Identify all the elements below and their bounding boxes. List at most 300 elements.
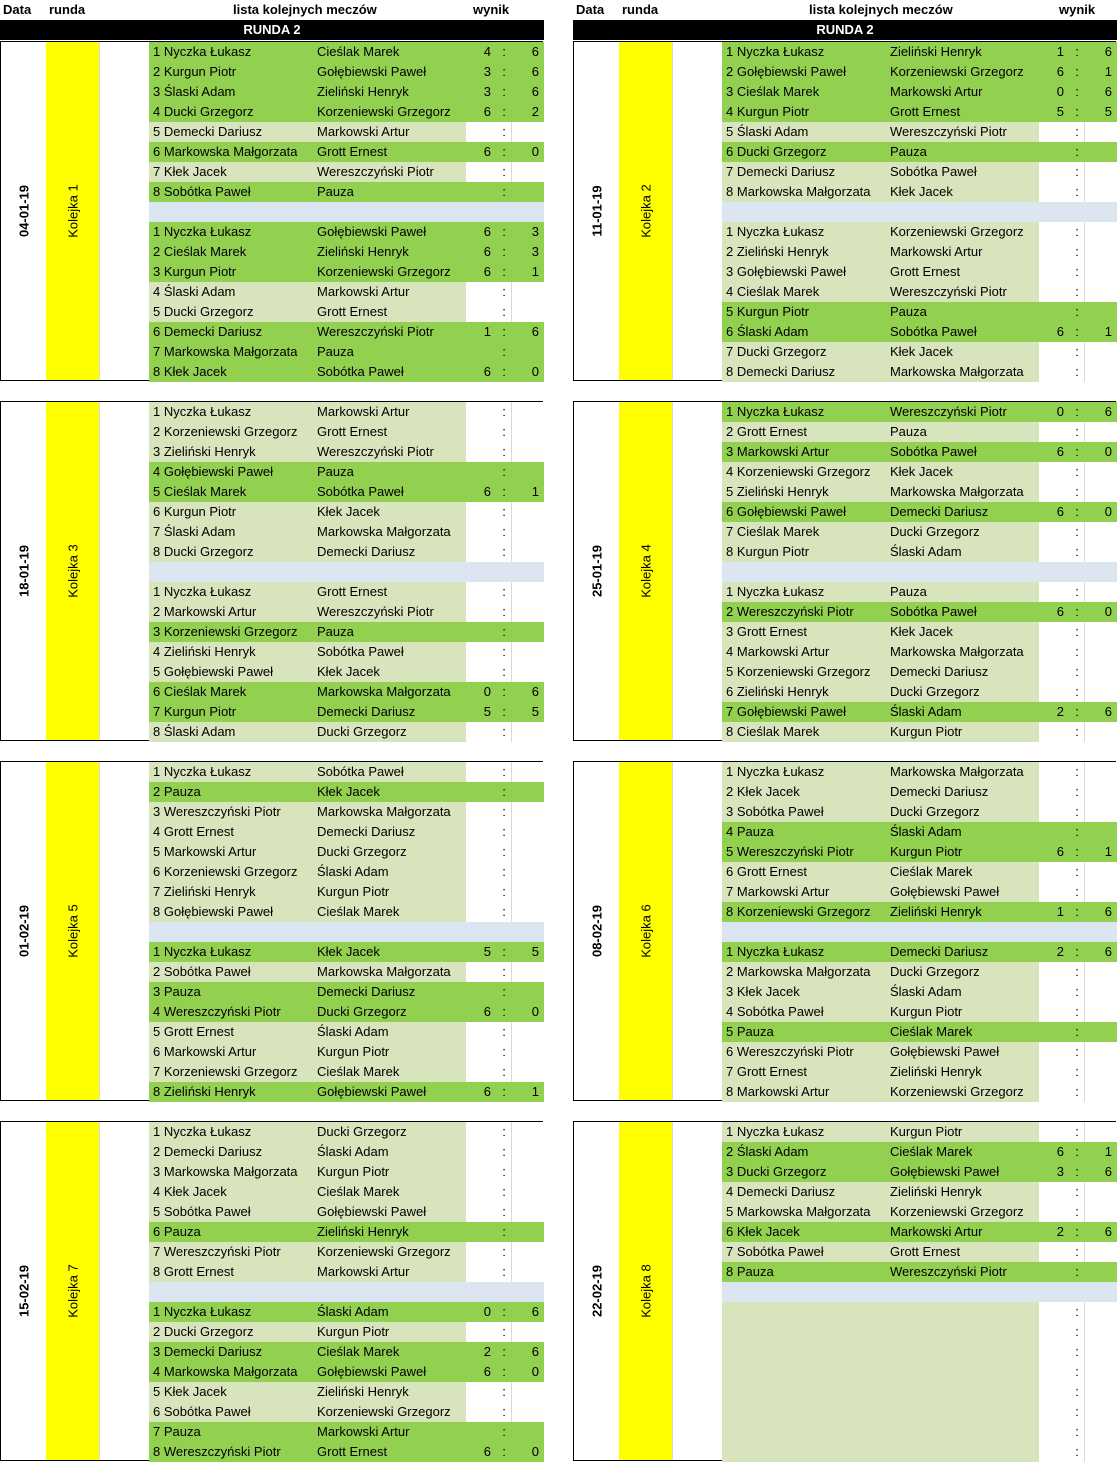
match-player-away: Kłek Jacek — [890, 184, 953, 199]
match-number: 6 — [726, 1224, 734, 1239]
match-number: 5 — [726, 484, 734, 499]
match-number: 4 — [153, 1364, 161, 1379]
score-separator: : — [1075, 804, 1079, 819]
score-home[interactable]: 4 — [483, 44, 491, 59]
match-number: 5 — [153, 844, 161, 859]
match-player-away: Sobótka Paweł — [890, 164, 977, 179]
match-row — [149, 962, 544, 982]
score-home[interactable]: 6 — [483, 104, 491, 119]
score-away[interactable]: 6 — [1104, 404, 1112, 419]
score-away[interactable]: 1 — [531, 1084, 539, 1099]
match-row — [149, 542, 544, 562]
match-row — [722, 1042, 1117, 1062]
match-player-home — [726, 82, 819, 102]
player-home-name: Markowski Artur — [736, 644, 830, 659]
score-separator: : — [1075, 344, 1079, 359]
player-home-name: Markowski Artur — [736, 884, 830, 899]
score-home[interactable]: 6 — [1056, 504, 1064, 519]
match-player-home — [153, 1442, 281, 1462]
match-number: 7 — [726, 1064, 734, 1079]
score-home[interactable]: 2 — [1056, 704, 1064, 719]
score-cell-divider — [511, 602, 512, 622]
match-player-home — [726, 142, 826, 162]
player-home-name: Cieślak Marek — [163, 484, 247, 499]
match-number: 3 — [153, 1344, 161, 1359]
score-away[interactable]: 3 — [531, 224, 539, 239]
score-away[interactable]: 6 — [531, 64, 539, 79]
match-number: 8 — [726, 1084, 734, 1099]
player-home-name: Korzeniewski Grzegorz — [163, 1064, 298, 1079]
score-home[interactable]: 3 — [483, 84, 491, 99]
match-player-away: Grott Ernest — [890, 104, 961, 119]
match-player-home — [726, 62, 846, 82]
score-separator: : — [502, 844, 506, 859]
match-player-home — [153, 162, 227, 182]
score-home[interactable]: 2 — [483, 1344, 491, 1359]
match-number: 4 — [153, 104, 161, 119]
match-row — [149, 1082, 544, 1102]
match-player-away: Markowski Artur — [317, 284, 410, 299]
score-home[interactable]: 6 — [483, 364, 491, 379]
match-number: 1 — [153, 1124, 161, 1139]
match-number: 1 — [726, 944, 734, 959]
match-number: 4 — [726, 644, 734, 659]
score-away[interactable]: 0 — [531, 1364, 539, 1379]
match-player-away: Pauza — [317, 344, 354, 359]
player-home-name: Zieliński Henryk — [163, 1084, 256, 1099]
score-cell-divider — [511, 162, 512, 182]
score-away[interactable]: 3 — [531, 244, 539, 259]
round-label-cell — [46, 1122, 99, 1460]
match-player-away: Ślaski Adam — [317, 1144, 389, 1159]
match-player-home — [726, 342, 826, 362]
score-separator: : — [1075, 724, 1079, 739]
match-player-away: Cieślak Marek — [317, 1184, 400, 1199]
match-player-home — [726, 1062, 807, 1082]
score-home[interactable]: 6 — [1056, 324, 1064, 339]
score-separator: : — [502, 464, 506, 479]
round-separator — [722, 562, 1117, 582]
score-cell-divider — [511, 282, 512, 302]
score-home[interactable]: 6 — [1056, 444, 1064, 459]
score-separator: : — [1075, 504, 1079, 519]
score-separator: : — [1075, 1004, 1079, 1019]
match-player-home — [726, 942, 824, 962]
score-separator: : — [502, 664, 506, 679]
match-player-home — [153, 142, 298, 162]
score-cell-divider — [1084, 1442, 1085, 1462]
score-away[interactable]: 6 — [1104, 1164, 1112, 1179]
score-separator: : — [1075, 364, 1079, 379]
match-player-home — [726, 102, 809, 122]
player-home-name: Markowski Artur — [163, 1044, 257, 1059]
match-player-home — [153, 1342, 262, 1362]
score-separator: : — [1075, 1204, 1079, 1219]
round-block — [573, 41, 1116, 381]
match-row — [149, 902, 544, 922]
player-home-name: Kurgun Piotr — [163, 264, 237, 279]
score-away[interactable]: 1 — [1104, 324, 1112, 339]
match-row — [722, 942, 1117, 962]
match-number: 3 — [153, 804, 161, 819]
match-row — [722, 342, 1117, 362]
match-number: 5 — [726, 844, 734, 859]
match-player-home — [153, 542, 253, 562]
match-player-away: Pauza — [317, 184, 354, 199]
match-player-home — [153, 1222, 201, 1242]
score-home[interactable]: 0 — [483, 1304, 491, 1319]
score-home[interactable]: 1 — [1056, 904, 1064, 919]
score-home[interactable]: 0 — [483, 684, 491, 699]
score-away[interactable]: 1 — [1104, 1144, 1112, 1159]
score-separator: : — [502, 684, 506, 699]
score-home[interactable]: 5 — [483, 704, 491, 719]
score-home[interactable]: 3 — [483, 64, 491, 79]
match-number: 5 — [726, 664, 734, 679]
player-home-name: Kurgun Piotr — [163, 504, 237, 519]
match-row — [149, 442, 544, 462]
match-row — [149, 82, 544, 102]
match-number: 8 — [153, 1084, 161, 1099]
match-player-away: Zieliński Henryk — [890, 1064, 982, 1079]
match-number: 4 — [726, 1184, 734, 1199]
score-home[interactable]: 6 — [483, 144, 491, 159]
match-player-away: Markowski Artur — [890, 1224, 983, 1239]
match-row — [149, 1242, 544, 1262]
score-away[interactable]: 0 — [1104, 504, 1112, 519]
score-home[interactable]: 6 — [483, 1084, 491, 1099]
score-home[interactable]: 1 — [1056, 44, 1064, 59]
score-separator: : — [502, 1224, 506, 1239]
match-row — [722, 902, 1117, 922]
match-row — [149, 1442, 544, 1462]
match-player-home — [153, 702, 236, 722]
score-separator: : — [1075, 464, 1079, 479]
match-row — [149, 102, 544, 122]
match-row — [722, 882, 1117, 902]
player-home-name: Kłek Jacek — [163, 1184, 227, 1199]
score-separator: : — [502, 1064, 506, 1079]
score-away[interactable]: 6 — [1104, 904, 1112, 919]
score-cell-divider — [1084, 1202, 1085, 1222]
score-separator: : — [502, 524, 506, 539]
score-away[interactable]: 6 — [1104, 704, 1112, 719]
match-player-away: Pauza — [890, 584, 927, 599]
score-home[interactable]: 6 — [1056, 1144, 1064, 1159]
match-player-away: Markowski Artur — [317, 1424, 410, 1439]
score-away[interactable]: 6 — [1104, 44, 1112, 59]
score-separator: : — [1075, 1044, 1079, 1059]
score-cell-divider — [1084, 802, 1085, 822]
score-home[interactable]: 1 — [483, 324, 491, 339]
match-number: 7 — [153, 704, 161, 719]
score-away[interactable]: 1 — [531, 484, 539, 499]
player-home-name: Markowska Małgorzata — [736, 184, 871, 199]
score-away[interactable]: 5 — [1104, 104, 1112, 119]
match-row — [722, 1122, 1117, 1142]
score-separator: : — [502, 1264, 506, 1279]
score-home[interactable]: 2 — [1056, 944, 1064, 959]
match-player-away: Markowska Małgorzata — [317, 804, 451, 819]
match-row — [722, 682, 1117, 702]
score-home[interactable]: 6 — [483, 1444, 491, 1459]
player-home-name: Sobótka Paweł — [736, 1244, 824, 1259]
match-row — [722, 1242, 1117, 1262]
round-block — [0, 41, 543, 381]
score-cell-divider — [1084, 782, 1085, 802]
match-player-home — [726, 1022, 774, 1042]
match-player-away: Gołębiewski Paweł — [317, 1204, 427, 1219]
score-cell-divider — [1084, 1322, 1085, 1342]
match-number: 6 — [726, 864, 734, 879]
match-player-away: Sobótka Paweł — [890, 324, 977, 339]
match-row — [722, 1262, 1117, 1282]
match-number: 4 — [726, 284, 734, 299]
score-cell-divider — [511, 522, 512, 542]
match-player-away: Zieliński Henryk — [317, 244, 409, 259]
player-home-name: Nyczka Łukasz — [163, 764, 252, 779]
score-cell-divider — [1084, 582, 1085, 602]
player-home-name: Wereszczyński Piotr — [163, 1244, 281, 1259]
match-player-away: Demecki Dariusz — [317, 704, 416, 719]
score-separator: : — [502, 1044, 506, 1059]
score-separator: : — [502, 824, 506, 839]
score-cell-divider — [1084, 882, 1085, 902]
score-cell-divider — [1084, 1342, 1085, 1362]
score-away[interactable]: 1 — [1104, 844, 1112, 859]
match-player-away: Markowska Małgorzata — [317, 524, 451, 539]
match-row — [149, 462, 544, 482]
match-player-away: Korzeniewski Grzegorz — [890, 64, 1024, 79]
match-player-away: Sobótka Paweł — [890, 444, 977, 459]
match-player-home — [726, 682, 829, 702]
score-away[interactable]: 5 — [531, 944, 539, 959]
match-number: 7 — [153, 1424, 161, 1439]
score-away[interactable]: 2 — [531, 104, 539, 119]
score-away[interactable]: 6 — [531, 84, 539, 99]
score-away[interactable]: 1 — [531, 264, 539, 279]
player-home-name: Demecki Dariusz — [736, 1184, 836, 1199]
match-player-away: Ślaski Adam — [890, 704, 962, 719]
score-away[interactable]: 6 — [531, 684, 539, 699]
match-player-away: Sobótka Paweł — [317, 364, 404, 379]
score-separator: : — [502, 164, 506, 179]
score-separator: : — [1075, 1184, 1079, 1199]
score-home[interactable]: 5 — [1056, 104, 1064, 119]
match-row — [149, 402, 544, 422]
score-separator: : — [502, 904, 506, 919]
score-away[interactable]: 0 — [531, 144, 539, 159]
score-away[interactable]: 0 — [531, 1444, 539, 1459]
match-player-away: Korzeniewski Grzegorz — [890, 1084, 1024, 1099]
match-number: 3 — [726, 1164, 734, 1179]
match-row — [149, 1222, 544, 1242]
score-separator: : — [502, 1164, 506, 1179]
match-row — [149, 1122, 544, 1142]
match-player-home — [153, 342, 298, 362]
score-separator: : — [502, 264, 506, 279]
player-home-name: Ślaski Adam — [163, 284, 236, 299]
match-player-away: Demecki Dariusz — [890, 504, 989, 519]
score-separator: : — [1075, 284, 1079, 299]
match-player-home — [153, 1142, 262, 1162]
player-home-name: Ducki Grzegorz — [736, 344, 827, 359]
score-home[interactable]: 6 — [483, 1364, 491, 1379]
score-away[interactable]: 6 — [531, 324, 539, 339]
score-home[interactable]: 6 — [483, 224, 491, 239]
score-away[interactable]: 5 — [531, 704, 539, 719]
score-home[interactable]: 6 — [1056, 844, 1064, 859]
score-separator: : — [1075, 1224, 1079, 1239]
match-number: 3 — [153, 984, 161, 999]
score-cell-divider — [1084, 1302, 1085, 1322]
player-home-name: Markowski Artur — [736, 1084, 830, 1099]
match-number: 7 — [153, 164, 161, 179]
score-separator: : — [502, 324, 506, 339]
score-home[interactable]: 6 — [483, 264, 491, 279]
match-number: 3 — [153, 84, 161, 99]
score-home[interactable]: 0 — [1056, 84, 1064, 99]
match-player-home — [153, 1082, 256, 1102]
match-player-away: Cieślak Marek — [317, 1064, 400, 1079]
grid-line — [672, 42, 673, 380]
score-away[interactable]: 0 — [1104, 604, 1112, 619]
score-away[interactable]: 6 — [531, 1344, 539, 1359]
player-home-name: Grott Ernest — [163, 1024, 234, 1039]
match-player-home — [726, 322, 808, 342]
match-number: 6 — [153, 504, 161, 519]
score-away[interactable]: 0 — [1104, 444, 1112, 459]
score-cell-divider — [1084, 182, 1085, 202]
match-number: 7 — [726, 164, 734, 179]
score-cell-divider — [511, 1162, 512, 1182]
score-away[interactable]: 6 — [531, 44, 539, 59]
match-player-away: Ślaski Adam — [317, 1304, 389, 1319]
score-separator: : — [502, 44, 506, 59]
match-number: 2 — [153, 64, 161, 79]
match-player-home — [153, 1422, 201, 1442]
player-home-name: Ślaski Adam — [736, 124, 809, 139]
score-home[interactable]: 6 — [483, 244, 491, 259]
match-number: 4 — [153, 644, 161, 659]
player-home-name: Ślaski Adam — [736, 1144, 809, 1159]
match-player-home — [153, 1182, 227, 1202]
match-player-away: Pauza — [317, 464, 354, 479]
match-number: 7 — [726, 524, 734, 539]
match-number: 8 — [153, 904, 161, 919]
player-home-name: Kurgun Piotr — [736, 304, 810, 319]
score-separator: : — [502, 1024, 506, 1039]
match-row — [722, 522, 1117, 542]
schedule-panel-left — [0, 0, 544, 1461]
match-row — [149, 1322, 544, 1342]
round-label-cell — [46, 42, 99, 380]
match-row — [722, 42, 1117, 62]
score-away[interactable]: 0 — [531, 1004, 539, 1019]
match-row — [149, 982, 544, 1002]
score-home[interactable]: 3 — [1056, 1164, 1064, 1179]
match-number: 3 — [153, 264, 161, 279]
score-separator: : — [502, 344, 506, 359]
player-home-name: Nyczka Łukasz — [736, 44, 825, 59]
score-away[interactable]: 6 — [1104, 84, 1112, 99]
match-row — [149, 1402, 544, 1422]
match-player-home — [726, 222, 824, 242]
match-player-away: Ślaski Adam — [890, 544, 962, 559]
match-player-home — [153, 1242, 281, 1262]
player-home-name: Cieślak Marek — [163, 684, 247, 699]
match-number: 4 — [726, 824, 734, 839]
match-player-away: Kurgun Piotr — [890, 1004, 963, 1019]
score-home[interactable]: 0 — [1056, 404, 1064, 419]
score-home[interactable]: 2 — [1056, 1224, 1064, 1239]
score-cell-divider — [1084, 1062, 1085, 1082]
score-cell-divider — [1084, 482, 1085, 502]
score-away[interactable]: 0 — [531, 364, 539, 379]
score-cell-divider — [1084, 1382, 1085, 1402]
score-separator: : — [502, 1344, 506, 1359]
score-cell-divider — [1084, 1402, 1085, 1422]
score-separator: : — [1075, 64, 1079, 79]
player-home-name: Grott Ernest — [163, 1264, 234, 1279]
match-player-away: Markowski Artur — [317, 124, 410, 139]
score-home[interactable]: 6 — [1056, 604, 1064, 619]
match-player-away: Zieliński Henryk — [317, 1224, 409, 1239]
score-separator: : — [1075, 404, 1079, 419]
match-player-home — [726, 862, 807, 882]
score-separator: : — [502, 1244, 506, 1259]
header-date: Data — [3, 2, 32, 17]
header-round: runda — [49, 2, 86, 17]
match-row — [722, 422, 1117, 442]
match-player-home — [153, 442, 256, 462]
score-home[interactable]: 6 — [1056, 64, 1064, 79]
match-number: 7 — [726, 884, 734, 899]
score-separator: : — [1075, 104, 1079, 119]
match-row — [149, 502, 544, 522]
match-row — [149, 822, 544, 842]
score-separator: : — [1075, 1144, 1079, 1159]
match-player-home — [726, 622, 807, 642]
match-row — [722, 642, 1117, 662]
match-row — [149, 1022, 544, 1042]
match-player-home — [153, 822, 234, 842]
score-away[interactable]: 6 — [1104, 1224, 1112, 1239]
score-separator: : — [502, 984, 506, 999]
score-separator: : — [502, 644, 506, 659]
score-home[interactable]: 6 — [483, 484, 491, 499]
score-separator: : — [502, 884, 506, 899]
player-home-name: Korzeniewski Grzegorz — [736, 664, 871, 679]
score-home[interactable]: 5 — [483, 944, 491, 959]
header-result: wynik — [1059, 2, 1096, 17]
match-number: 4 — [153, 284, 161, 299]
match-player-away: Grott Ernest — [317, 304, 388, 319]
score-cell-divider — [511, 1402, 512, 1422]
score-home[interactable]: 6 — [483, 1004, 491, 1019]
match-row — [722, 322, 1117, 342]
match-player-away: Markowska Małgorzata — [890, 364, 1024, 379]
player-home-name: Wereszczyński Piotr — [736, 1044, 854, 1059]
score-separator: : — [502, 244, 506, 259]
score-away[interactable]: 1 — [1104, 64, 1112, 79]
score-away[interactable]: 6 — [1104, 944, 1112, 959]
score-away[interactable]: 6 — [531, 1304, 539, 1319]
player-home-name: Demecki Dariusz — [163, 1144, 263, 1159]
match-player-away: Zieliński Henryk — [317, 84, 409, 99]
player-home-name: Ducki Grzegorz — [163, 104, 254, 119]
match-player-home — [726, 422, 807, 442]
